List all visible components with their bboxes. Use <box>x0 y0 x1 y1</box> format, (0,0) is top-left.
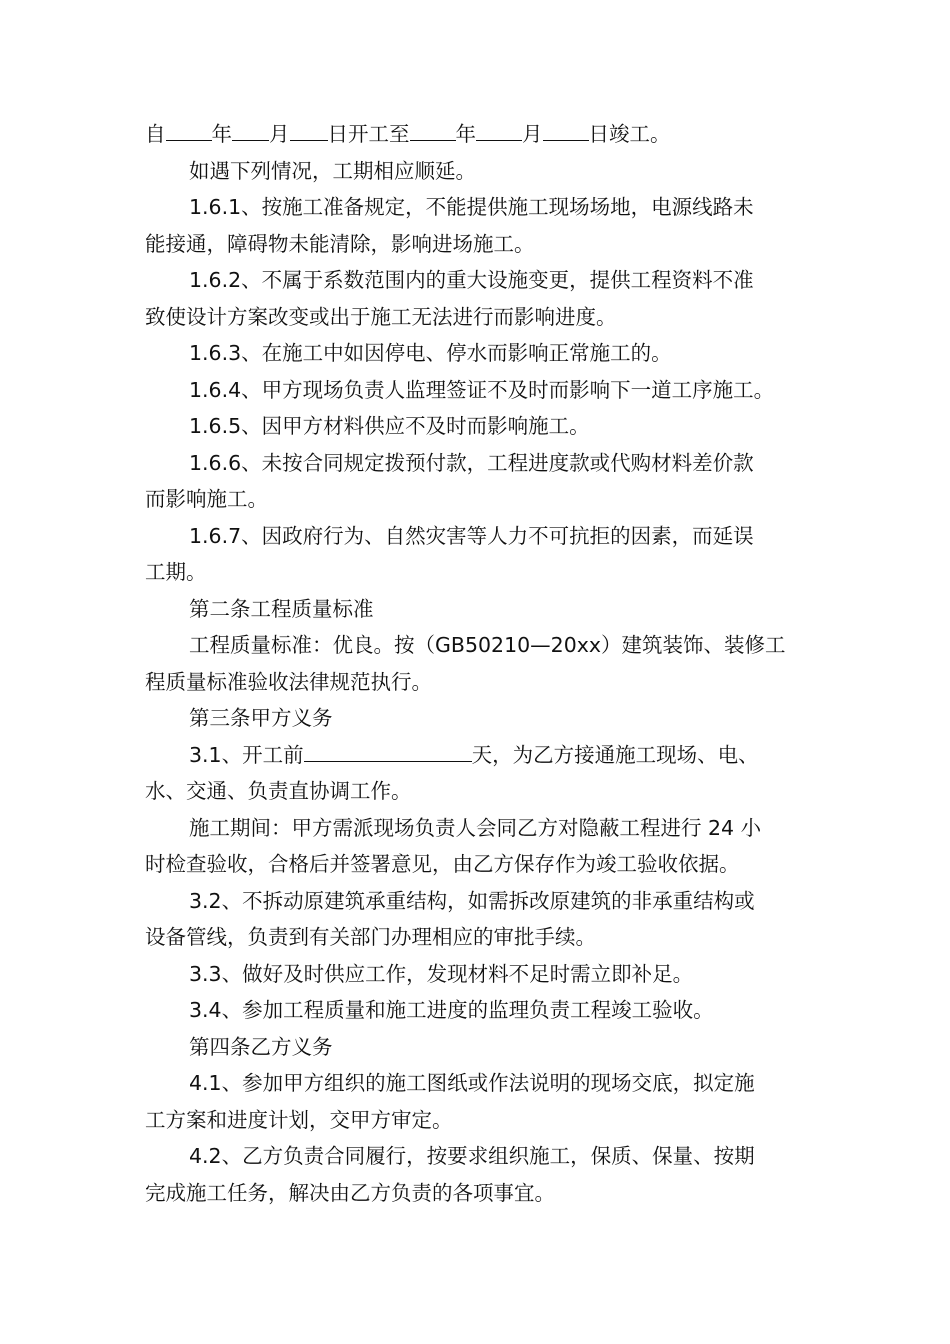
clause-1-6-1-line1: 1.6.1、按施工准备规定，不能提供施工现场场地，电源线路未 <box>189 195 754 219</box>
clause-1-6-2-line1: 1.6.2、不属于系数范围内的重大设施变更，提供工程资料不准 <box>189 268 754 292</box>
blank-start-month <box>232 116 269 141</box>
article-4-heading: 第四条乙方义务 <box>189 1034 333 1059</box>
clause-1-6-7-line2: 工期。 <box>145 560 207 584</box>
clause-4-2-line1: 4.2、乙方负责合同履行，按要求组织施工，保质、保量、按期 <box>189 1144 755 1168</box>
quality-standard-line2: 程质量标准验收法律规范执行。 <box>145 669 432 694</box>
text-month: 月 <box>522 122 543 146</box>
clause-3-2-line2: 设备管线，负责到有关部门办理相应的审批手续。 <box>145 925 596 949</box>
text-day-completion: 日竣工。 <box>588 122 671 146</box>
clause-4-2-line2: 完成施工任务，解决由乙方负责的各项事宜。 <box>145 1180 555 1205</box>
construction-period-inspection-line2: 时检查验收，合格后并签署意见，由乙方保存作为竣工验收依据。 <box>145 852 740 876</box>
clause-1-6-6-line1: 1.6.6、未按合同规定拨预付款，工程进度款或代购材料差价款 <box>189 450 754 475</box>
clause-4-1-line2: 工方案和进度计划，交甲方审定。 <box>145 1107 453 1132</box>
document-body <box>145 116 809 1211</box>
clause-3-4: 3.4、参加工程质量和施工进度的监理负责工程竣工验收。 <box>189 998 714 1022</box>
clause-1-6-3: 1.6.3、在施工中如因停电、停水而影响正常施工的。 <box>189 341 672 365</box>
blank-days <box>304 737 472 762</box>
blank-start-year <box>166 116 212 141</box>
text-month: 月 <box>269 122 290 146</box>
quality-standard-line1: 工程质量标准：优良。按（GB50210—20xx）建筑装饰、装修工 <box>189 633 786 657</box>
blank-end-year <box>410 116 456 141</box>
text-from: 自 <box>145 122 166 146</box>
blank-start-day <box>290 116 328 141</box>
clause-1-6-2-line2: 致使设计方案改变或出于施工无法进行而影响进度。 <box>145 304 617 329</box>
construction-period-line <box>145 116 809 153</box>
article-3-heading: 第三条甲方义务 <box>189 706 333 730</box>
clause-1-6-1-line2: 能接通，障碍物未能清除，影响进场施工。 <box>145 231 535 256</box>
construction-period-inspection-line1: 施工期间：甲方需派现场负责人会同乙方对隐蔽工程进行 24 小 <box>189 815 762 840</box>
text-day-start-to: 日开工至 <box>327 122 410 146</box>
clause-1-6-5: 1.6.5、因甲方材料供应不及时而影响施工。 <box>189 414 590 438</box>
clause-1-6-6-line2: 而影响施工。 <box>145 487 268 511</box>
blank-end-month <box>476 116 522 141</box>
clause-3-1-line1 <box>145 737 809 774</box>
text-year: 年 <box>455 122 476 146</box>
text-days-connect: 天，为乙方接通施工现场、电、 <box>471 742 759 767</box>
clause-1-6-7-line1: 1.6.7、因政府行为、自然灾害等人力不可抗拒的因素，而延误 <box>189 523 754 548</box>
paragraph-extension-intro: 如遇下列情况，工期相应顺延。 <box>189 158 476 183</box>
clause-3-1-line2: 水、交通、负责直协调工作。 <box>145 779 412 803</box>
clause-3-2-line1: 3.2、不拆动原建筑承重结构，如需拆改原建筑的非承重结构或 <box>189 888 755 913</box>
clause-3-3: 3.3、做好及时供应工作，发现材料不足时需立即补足。 <box>189 961 694 986</box>
blank-end-day <box>543 116 589 141</box>
text-before-start: 3.1、开工前 <box>189 742 304 767</box>
clause-4-1-line1: 4.1、参加甲方组织的施工图纸或作法说明的现场交底，拟定施 <box>189 1071 755 1095</box>
text-year: 年 <box>211 122 232 146</box>
article-2-heading: 第二条工程质量标准 <box>189 596 374 621</box>
clause-1-6-4: 1.6.4、甲方现场负责人监理签证不及时而影响下一道工序施工。 <box>189 377 775 402</box>
